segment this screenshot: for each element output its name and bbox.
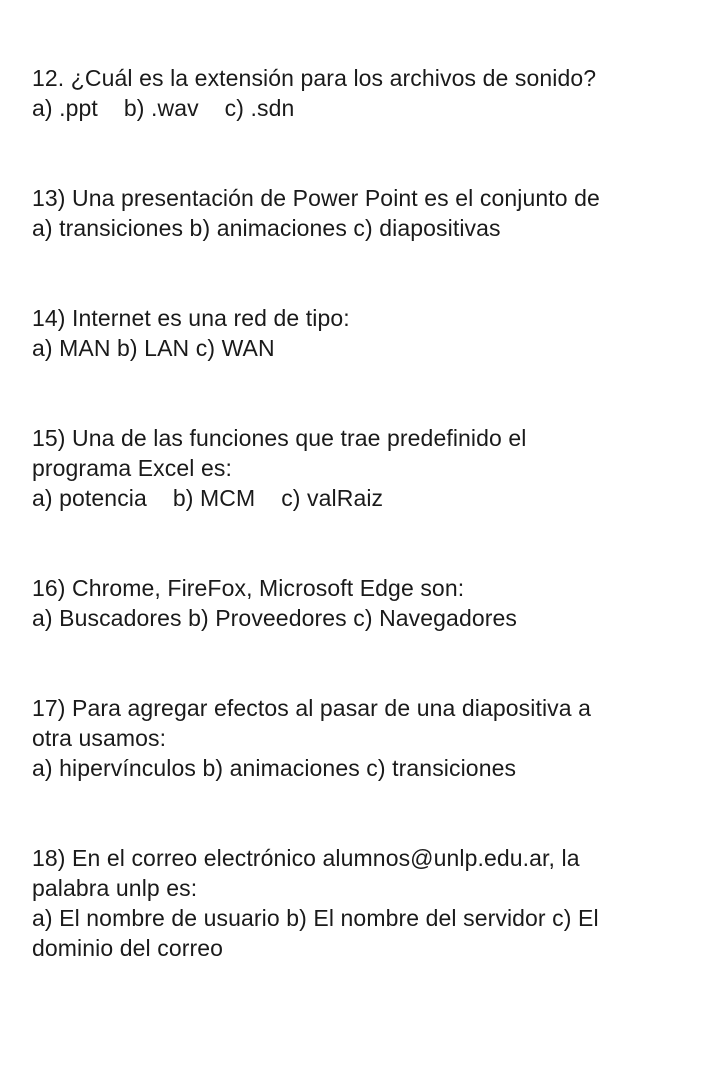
question-13-prompt: 13) Una presentación de Power Point es el conjunto de — [32, 185, 600, 211]
question-14 — [32, 303, 682, 363]
question-12-options: a) .ppt b) .wav c) .sdn — [32, 95, 295, 121]
question-15 — [32, 423, 682, 513]
question-16-options: a) Buscadores b) Proveedores c) Navegadores — [32, 605, 517, 631]
question-17-options: a) hipervínculos b) animaciones c) transiciones — [32, 755, 517, 781]
question-15-prompt: 15) Una de las funciones que trae predefinido el — [32, 425, 527, 451]
question-14-options: a) MAN b) LAN c) WAN — [32, 335, 275, 361]
question-18-prompt: 18) En el correo electrónico alumnos@unlp.edu.ar, la — [32, 845, 580, 871]
question-18 — [32, 843, 682, 963]
question-17-prompt-continued: otra usamos: — [32, 725, 167, 751]
question-17-prompt: 17) Para agregar efectos al pasar de una diapositiva a — [32, 695, 592, 721]
question-13-options: a) transiciones b) animaciones c) diapositivas — [32, 215, 501, 241]
question-18-prompt-continued: palabra unlp es: — [32, 875, 198, 901]
question-16 — [32, 573, 682, 633]
question-15-options: a) potencia b) MCM c) valRaiz — [32, 485, 384, 511]
question-12-prompt: 12. ¿Cuál es la extensión para los archivos de sonido? — [32, 65, 597, 91]
question-13 — [32, 183, 682, 243]
question-12 — [32, 63, 682, 123]
question-18-options-continued: dominio del correo — [32, 935, 224, 961]
question-14-prompt: 14) Internet es una red de tipo: — [32, 305, 350, 331]
question-18-options: a) El nombre de usuario b) El nombre del servidor c) El — [32, 905, 599, 931]
question-16-prompt: 16) Chrome, FireFox, Microsoft Edge son: — [32, 575, 465, 601]
question-17 — [32, 693, 682, 783]
question-15-prompt-continued: programa Excel es: — [32, 455, 232, 481]
